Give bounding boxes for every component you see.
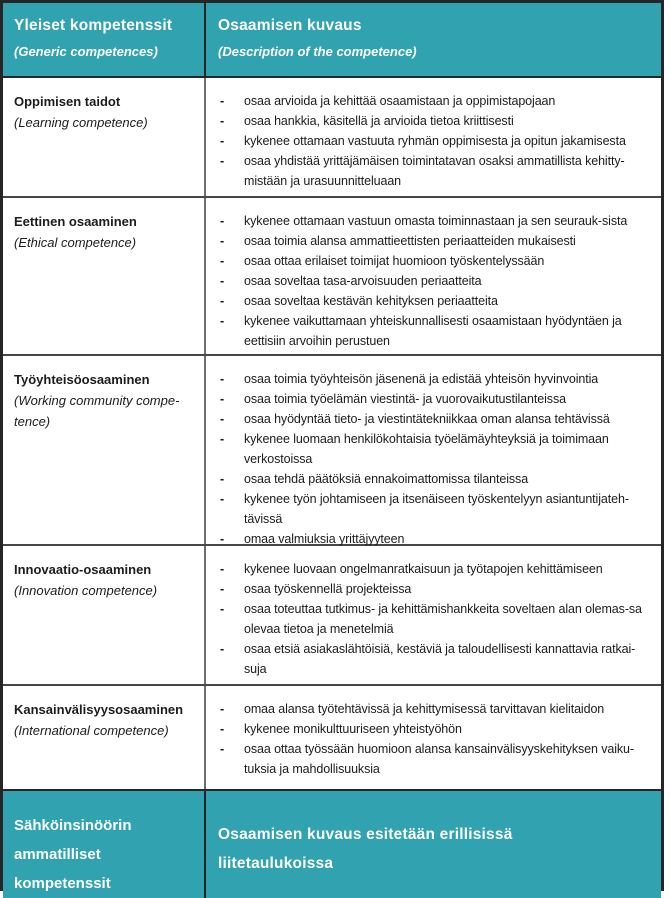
competence-subtitle: (Learning competence) bbox=[14, 115, 148, 130]
bullet-dash: - bbox=[220, 532, 225, 546]
bullet-item: - kykenee luomaan henkilökohtaisia työelämäyhteyksiä ja toimimaan verkostoissa bbox=[218, 429, 651, 469]
bullet-dash: - bbox=[220, 602, 225, 616]
competence-name-cell bbox=[3, 686, 206, 789]
row-learning-competence bbox=[3, 78, 661, 198]
competence-subtitle: (Ethical competence) bbox=[14, 235, 137, 250]
bullet-dash: - bbox=[220, 254, 225, 268]
row-international-competence bbox=[3, 686, 661, 791]
competence-title: Eettinen osaaminen bbox=[14, 214, 137, 229]
bullet-dash: - bbox=[220, 392, 225, 406]
footer-title-line: kompetenssit bbox=[14, 875, 111, 892]
footer-title-line: Sähköinsinöörin bbox=[14, 817, 132, 834]
bullet-dash: - bbox=[220, 492, 225, 506]
competence-description-cell bbox=[206, 78, 661, 196]
bullet-dash: - bbox=[220, 412, 225, 426]
footer-description-cell bbox=[206, 791, 661, 898]
bullet-dash: - bbox=[220, 432, 225, 446]
bullet-dash: - bbox=[220, 642, 225, 656]
bullet-item: - osaa soveltaa tasa-arvoisuuden periaatteita bbox=[218, 271, 651, 291]
bullet-dash: - bbox=[220, 742, 225, 756]
bullet-item: - osaa työskennellä projekteissa bbox=[218, 579, 651, 599]
competence-title: Työyhteisöosaaminen bbox=[14, 372, 150, 387]
bullet-item: - osaa ottaa erilaiset toimijat huomioon työskentelyssään bbox=[218, 251, 651, 271]
competence-name-cell bbox=[3, 198, 206, 354]
bullet-item: - osaa toimia alansa ammattieettisten periaatteiden mukaisesti bbox=[218, 231, 651, 251]
bullet-dash: - bbox=[220, 582, 225, 596]
bullet-item: - osaa hyödyntää tieto- ja viestintätekniikkaa oman alansa tehtävissä bbox=[218, 409, 651, 429]
bullet-dash: - bbox=[220, 114, 225, 128]
competence-description-cell bbox=[206, 198, 661, 354]
bullet-dash: - bbox=[220, 274, 225, 288]
bullet-dash: - bbox=[220, 702, 225, 716]
bullet-dash: - bbox=[220, 562, 225, 576]
bullet-item: - osaa toteuttaa tutkimus- ja kehittämishankkeita soveltaen alan olemas-sa olevaa tietoa ja menetelmiä bbox=[218, 599, 651, 639]
bullet-item: - osaa tehdä päätöksiä ennakoimattomissa tilanteissa bbox=[218, 469, 651, 489]
competence-name-cell bbox=[3, 78, 206, 196]
bullet-dash: - bbox=[220, 472, 225, 486]
table-header-row bbox=[3, 3, 661, 78]
header-cell-generic-competences bbox=[3, 3, 206, 76]
bullet-dash: - bbox=[220, 94, 225, 108]
bullet-item: - osaa arvioida ja kehittää osaamistaan ja oppimistapojaan bbox=[218, 91, 651, 111]
header-title-fi: Osaamisen kuvaus bbox=[218, 17, 362, 34]
bullet-item: - kykenee ottamaan vastuun omasta toiminnastaan ja sen seurauk-sista bbox=[218, 211, 651, 231]
footer-title-line: ammatilliset bbox=[14, 846, 101, 863]
competence-name-cell bbox=[3, 546, 206, 684]
row-professional-competences bbox=[3, 791, 661, 898]
bullet-dash: - bbox=[220, 722, 225, 736]
bullet-item: - osaa toimia työelämän viestintä- ja vuorovaikutustilanteissa bbox=[218, 389, 651, 409]
bullet-item: - kykenee työn johtamiseen ja itsenäiseen työskentelyyn asiantuntijateh-tävissä bbox=[218, 489, 651, 529]
bullet-item: - osaa etsiä asiakaslähtöisiä, kestäviä ja taloudellisesti kannattavia ratkai-suja bbox=[218, 639, 651, 679]
bullet-dash: - bbox=[220, 372, 225, 386]
bullet-item: - kykenee monikulttuuriseen yhteistyöhön bbox=[218, 719, 651, 739]
bullet-item: - omaa alansa työtehtävissä ja kehittymisessä tarvittavan kielitaidon bbox=[218, 699, 651, 719]
competence-title: Innovaatio-osaaminen bbox=[14, 562, 152, 577]
bullet-item: - kykenee vaikuttamaan yhteiskunnallisesti osaamistaan hyödyntäen ja eettisiin arvoihin perustuen bbox=[218, 311, 651, 351]
bullet-dash: - bbox=[220, 154, 225, 168]
header-title-fi: Yleiset kompetenssit bbox=[14, 17, 173, 34]
bullet-dash: - bbox=[220, 234, 225, 248]
bullet-item: - osaa soveltaa kestävän kehityksen periaatteita bbox=[218, 291, 651, 311]
competence-subtitle: (Working community compe-tence) bbox=[14, 393, 180, 429]
row-working-community-competence bbox=[3, 356, 661, 546]
bullet-item: - kykenee ottamaan vastuuta ryhmän oppimisesta ja opitun jakamisesta bbox=[218, 131, 651, 151]
competence-title: Kansainvälisyysosaaminen bbox=[14, 702, 184, 717]
row-ethical-competence bbox=[3, 198, 661, 356]
competence-title: Oppimisen taidot bbox=[14, 94, 121, 109]
header-subtitle-en: (Description of the competence) bbox=[218, 44, 417, 59]
bullet-item: - kykenee luovaan ongelmanratkaisuun ja työtapojen kehittämiseen bbox=[218, 559, 651, 579]
bullet-dash: - bbox=[220, 314, 225, 328]
competence-description-cell bbox=[206, 546, 661, 684]
bullet-item: - omaa valmiuksia yrittäjyyteen bbox=[218, 529, 651, 549]
header-subtitle-en: (Generic competences) bbox=[14, 44, 158, 59]
bullet-item: - osaa yhdistää yrittäjämäisen toimintatavan osaksi ammatillista kehitty-mistään ja urasuunnitteluaan bbox=[218, 151, 651, 191]
bullet-dash: - bbox=[220, 214, 225, 228]
bullet-item: - osaa hankkia, käsitellä ja arvioida tietoa kriittisesti bbox=[218, 111, 651, 131]
bullet-item: - osaa ottaa työssään huomioon alansa kansainvälisyyskehityksen vaiku-tuksia ja mahdollisuuksia bbox=[218, 739, 651, 779]
row-innovation-competence bbox=[3, 546, 661, 686]
bullet-dash: - bbox=[220, 294, 225, 308]
footer-title-cell bbox=[3, 791, 206, 898]
header-cell-description bbox=[206, 3, 661, 76]
competence-description-cell bbox=[206, 686, 661, 789]
competence-subtitle: (Innovation competence) bbox=[14, 583, 158, 598]
bullet-item: - osaa toimia työyhteisön jäsenenä ja edistää yhteisön hyvinvointia bbox=[218, 369, 651, 389]
footer-description-line: liitetaulukoissa bbox=[218, 855, 334, 872]
competence-description-cell bbox=[206, 356, 661, 544]
bullet-dash: - bbox=[220, 134, 225, 148]
competence-name-cell bbox=[3, 356, 206, 544]
footer-description-line: Osaamisen kuvaus esitetään erillisissä bbox=[218, 826, 513, 843]
competence-subtitle: (International competence) bbox=[14, 723, 169, 738]
